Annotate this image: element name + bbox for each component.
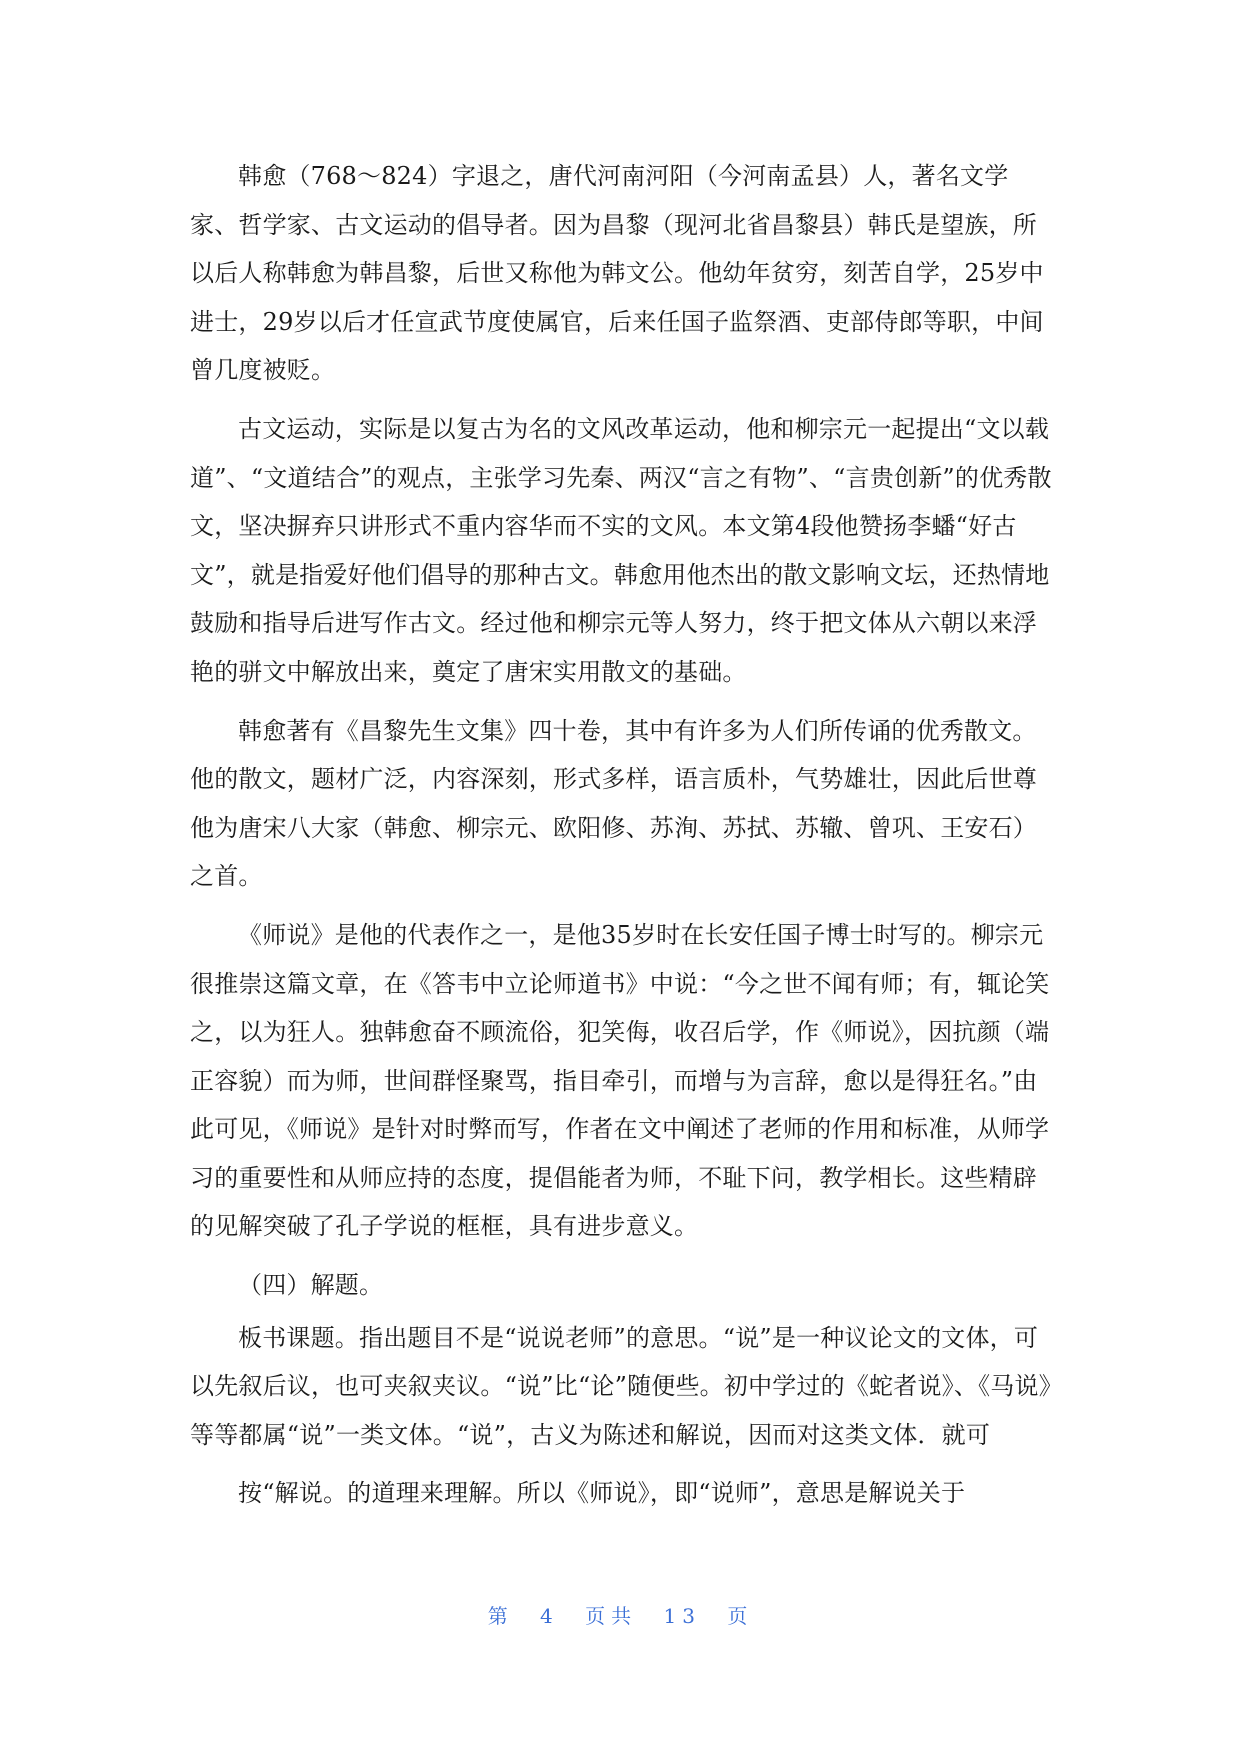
- paragraph-biography: 韩愈（768～824）字退之，唐代河南河阳（今河南孟县）人，著名文学家、哲学家、古文运动的倡导者。因为昌黎（现河北省昌黎县）韩氏是望族，所以后人称韩愈为韩昌黎，后世又称他为韩文公。他幼年贫穷，刻苦自学，25岁中进士，29岁以后才任宣武节度使属官，后来任国子监祭酒、吏部侍郎等职，中间曾几度被贬。: [190, 162, 1044, 385]
- paragraph-title-explanation: 板书课题。指出题目不是“说说老师”的意思。“说”是一种议论文的文体，可以先叙后议，也可夹叙夹议。“说”比“论”随便些。初中学过的《蛇者说》、《马说》等等都属“说”一类文体。“说”，古义为陈述和解说，因而对这类文体．就可: [190, 1323, 1051, 1449]
- paragraph-classical-prose-movement: 古文运动，实际是以复古为名的文风改革运动，他和柳宗元一起提出“文以载道”、“文道结合”的观点，主张学习先秦、两汉“言之有物”、“言贵创新”的优秀散文，坚决摒弃只讲形式不重内容华而不实的文风。本文第4段他赞扬李蟠“好古文”，就是指爱好他们倡导的那种古文。韩愈用他杰出的散文影响文坛，还热情地鼓励和指导后进写作古文。经过他和柳宗元等人努力，终于把文体从六朝以来浮艳的骈文中解放出来，奠定了唐宋实用散文的基础。: [190, 414, 1052, 686]
- paragraph-works: 韩愈著有《昌黎先生文集》四十卷，其中有许多为人们所传诵的优秀散文。他的散文，题材广泛，内容深刻，形式多样，语言质朴，气势雄壮，因此后世尊他为唐宋八大家（韩愈、柳宗元、欧阳修、苏洵、苏拭、苏辙、曾巩、王安石）之首。: [190, 716, 1037, 891]
- paragraph-continuation: 按“解说。的道理来理解。所以《师说》，即“说师”，意思是解说关于: [238, 1479, 966, 1508]
- section-heading-jieti: （四）解题。: [238, 1271, 384, 1300]
- page-footer: [0, 1600, 1241, 1629]
- footer-suffix: 页: [727, 1604, 754, 1628]
- footer-prefix: 第: [487, 1604, 514, 1628]
- paragraph-shishuo-background: 《师说》是他的代表作之一，是他35岁时在长安任国子博士时写的。柳宗元很推崇这篇文章，在《答韦中立论师道书》中说：“今之世不闻有师；有，辄论笑之，以为狂人。独韩愈奋不顾流俗，犯笑侮，收召后学，作《师说》，因抗颜（端正容貌）而为师，世间群怪聚骂，指目牵引，而增与为言辞，愈以是得狂名。”由此可见，《师说》是针对时弊而写，作者在文中阐述了老师的作用和标准，从师学习的重要性和从师应持的态度，提倡能者为师，不耻下问，教学相长。这些精辟的见解突破了孔子学说的框框，具有进步意义。: [190, 920, 1050, 1241]
- footer-middle: 页共: [585, 1604, 638, 1628]
- body-text: [190, 152, 1052, 1528]
- footer-total-pages: 13: [663, 1604, 701, 1628]
- footer-current-page: 4: [540, 1604, 559, 1628]
